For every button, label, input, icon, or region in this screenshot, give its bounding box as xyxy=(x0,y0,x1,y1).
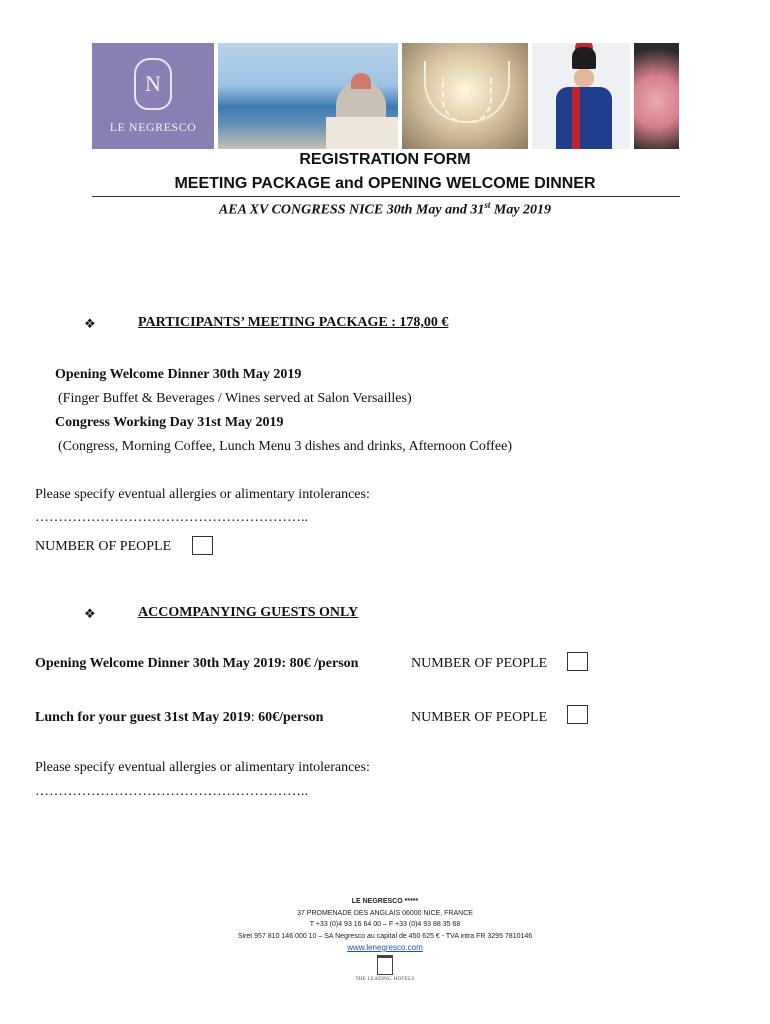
guests-heading: ACCOMPANYING GUESTS ONLY xyxy=(138,605,359,620)
diamond-bullet-icon: ❖ xyxy=(84,316,96,331)
footer-address: 37 PROMENADE DES ANGLAIS 06000 NICE, FRANCE xyxy=(297,909,473,917)
guest-lunch-sep: : xyxy=(250,710,259,725)
footer-website-link[interactable]: www.lenegresco.com xyxy=(347,943,423,952)
footer xyxy=(0,896,770,955)
footer-hotel-name: LE NEGRESCO ***** xyxy=(351,898,419,905)
footer-phone: T +33 (0)4 93 16 64 00 – F +33 (0)4 93 88 35 68 xyxy=(309,921,461,928)
footer-legal: Siret 957 810 146 000 10 – SA Negresco au capital de 450 625 € - TVA intra FR 3295 7810146 xyxy=(237,932,533,940)
participants-heading: PARTICIPANTS’ MEETING PACKAGE : 178,00 € xyxy=(138,315,449,330)
allergies-prompt: Please specify eventual allergies or alimentary intolerances: xyxy=(35,487,370,502)
logo-letter: N xyxy=(145,70,161,96)
leading-hotels-logo xyxy=(355,955,415,985)
flowers-photo xyxy=(634,43,679,149)
working-day-description: (Congress, Morning Coffee, Lunch Menu 3 dishes and drinks, Afternoon Coffee) xyxy=(58,439,513,454)
form-subtitle: MEETING PACKAGE and OPENING WELCOME DINNER xyxy=(174,175,596,192)
chandelier-photo xyxy=(402,43,528,149)
congress-end: May 2019 xyxy=(490,202,552,218)
guest-lunch-title: Lunch for your guest 31st May 2019 xyxy=(35,710,251,725)
guest-allergies-dots[interactable]: ………………………………………………….. xyxy=(35,784,308,799)
guest-dinner-count-checkbox[interactable] xyxy=(567,652,588,671)
form-title: REGISTRATION FORM xyxy=(299,151,471,168)
guest-dinner-line: Opening Welcome Dinner 30th May 2019: 80€ /person xyxy=(35,656,359,671)
guest-dinner-people-label: NUMBER OF PEOPLE xyxy=(411,656,548,671)
hotel-mark-icon xyxy=(377,955,393,975)
guest-lunch-line xyxy=(35,710,323,726)
header-banner xyxy=(92,43,679,149)
dinner-description: (Finger Buffet & Beverages / Wines served at Salon Versailles) xyxy=(58,391,412,406)
congress-line xyxy=(0,200,770,219)
negresco-logo xyxy=(92,43,214,149)
leading-hotels-text: THE LEADING HOTELS xyxy=(355,977,415,982)
congress-text: AEA XV CONGRESS NICE 30th May and 31 xyxy=(218,202,485,218)
coast-photo xyxy=(218,43,398,149)
crest-icon xyxy=(134,58,172,110)
title-divider xyxy=(92,196,680,197)
diamond-bullet-icon: ❖ xyxy=(84,606,96,621)
doorman-photo xyxy=(532,43,630,149)
allergies-dots[interactable]: ………………………………………………….. xyxy=(35,510,308,525)
congress-sup: st xyxy=(484,200,491,210)
guest-lunch-price: 60€/person xyxy=(258,710,324,725)
dinner-title: Opening Welcome Dinner 30th May 2019 xyxy=(55,367,302,382)
guest-lunch-people-label: NUMBER OF PEOPLE xyxy=(411,710,548,725)
guest-lunch-count-checkbox[interactable] xyxy=(567,705,588,724)
logo-text: LE NEGRESCO xyxy=(109,119,197,134)
people-label: NUMBER OF PEOPLE xyxy=(35,539,172,554)
people-count-checkbox[interactable] xyxy=(192,536,213,555)
working-day-title: Congress Working Day 31st May 2019 xyxy=(55,415,284,430)
guest-allergies-prompt: Please specify eventual allergies or alimentary intolerances: xyxy=(35,760,370,775)
